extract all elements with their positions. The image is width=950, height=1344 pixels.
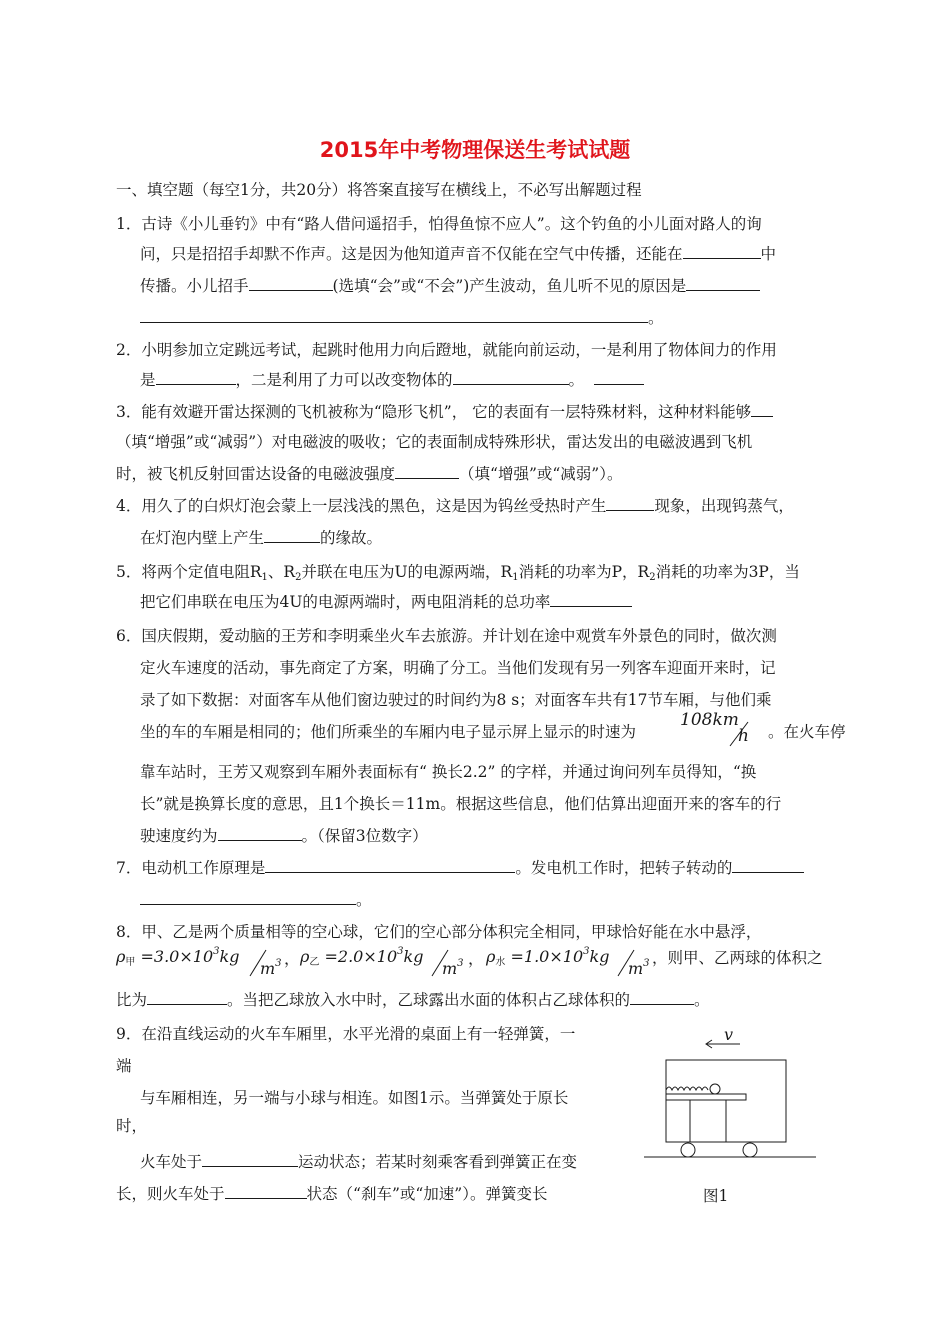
q2-blank1[interactable] (156, 370, 236, 385)
q9-line2: 端 (116, 1057, 132, 1075)
page-title: 2015年中考物理保送生考试试题 (319, 138, 631, 162)
q1-blank3[interactable] (686, 276, 760, 291)
q3-line2: （填“增强”或“减弱”）对电磁波的吸收；它的表面制成特殊形状，雷达发出的电磁波遇到飞机 (116, 433, 753, 451)
q8-blank1[interactable] (147, 990, 227, 1005)
q5-line1: 5．将两个定值电阻$R_1$、$R_2$并联在电压为U的电源两端，$R_1$消耗的功率为P，$R_2$消耗的功率为3P，当 (116, 563, 800, 583)
q4-blank1[interactable] (606, 496, 654, 511)
q6-line3: 录了如下数据：对面客车从他们窗边驶过的时间约为8 s；对面客车共有17节车厢，与他们乘 (140, 691, 772, 709)
q9-line3: 与车厢相连，另一端与小球与相连。如图1示。当弹簧处于原长 (140, 1089, 569, 1107)
q1-line2: 问，只是招招手却默不作声。这是因为他知道声音不仅能在空气中传播，还能在 中 (140, 245, 777, 263)
velocity-label: v (724, 1030, 734, 1044)
q1-line4: 。 (140, 308, 664, 328)
q6-line4: 坐的车的车厢是相同的；他们所乘坐的车厢内电子显示屏上显示的时速为 (140, 723, 637, 741)
q1-line1: 1．古诗《小儿垂钓》中有“路人借问遥招手，怕得鱼惊不应人”。这个钓鱼的小儿面对路人的询 (116, 215, 762, 233)
q2-blank3[interactable] (594, 370, 644, 385)
q1-blank3-cont[interactable] (140, 308, 648, 323)
q3-blank2[interactable] (395, 464, 459, 479)
q9-line1: 9．在沿直线运动的火车车厢里，水平光滑的桌面上有一轻弹簧，一 (116, 1025, 576, 1043)
q2-line1: 2．小明参加立定跳远考试，起跳时他用力向后蹬地，就能向前运动，一是利用了物体间力的作用 (116, 341, 777, 359)
figure-caption: 图1 (703, 1187, 729, 1205)
q7-line1: 7．电动机工作原理是 。发电机工作时，把转子转动的 (116, 858, 804, 878)
section-heading: 一、填空题（每空1分，共20分）将答案直接写在横线上，不必写出解题过程 (116, 181, 642, 199)
q9-line4: 时， (116, 1117, 148, 1135)
spring (666, 1087, 708, 1090)
q8-line1: 8．甲、乙是两个质量相等的空心球，它们的空心部分体积完全相同，甲球恰好能在水中悬浮， (116, 923, 762, 941)
q5-line2: 把它们串联在电压为4U的电源两端时，两电阻消耗的总功率 (140, 592, 632, 612)
q6-line4-tail: 。在火车停 (768, 723, 846, 741)
q3-blank1[interactable] (751, 402, 773, 417)
q1-line3: 传播。小儿招手 (选填“会”或“不会”)产生波动，鱼儿听不见的原因是 (140, 276, 760, 296)
q8-blank2[interactable] (630, 990, 694, 1005)
q9-blank2[interactable] (225, 1184, 307, 1199)
q5-blank1[interactable] (550, 592, 632, 607)
density-formulas: $\rho_甲 =3.0\times 10^3kg$ $m^3$ ， $\rho_乙 =2.0\times 10^3kg$ $m^3$ ， $\rho_水 =1.0\times 10^3kg$ $m^3$ ，则甲、乙两球的体积之 (116, 946, 823, 978)
q4-line1: 4．用久了的白炽灯泡会蒙上一层浅浅的黑色，这是因为钨丝受热时产生 现象，出现钨蒸气， (116, 497, 794, 515)
train-car-figure (640, 1030, 820, 1170)
table-top (666, 1094, 746, 1100)
q3-line1: 3．能有效避开雷达探测的飞机被称为“隐形飞机”， 它的表面有一层特殊材料，这种材料能够 (116, 402, 773, 422)
q4-line2: 在灯泡内壁上产生 的缘故。 (140, 529, 383, 547)
q6-line1: 6．国庆假期，爱动脑的王芳和李明乘坐火车去旅游。并计划在途中观赏车外景色的同时，做次测 (116, 627, 777, 645)
q6-line6: 长”就是换算长度的意思，且1个换长＝11m。根据这些信息，他们估算出迎面开来的客车的行 (140, 795, 782, 813)
q7-blank2-cont[interactable] (140, 890, 356, 905)
q2-line2: 是 ，二是利用了力可以改变物体的 。 (140, 370, 644, 390)
wheel-right (743, 1143, 757, 1157)
q9-line5: 火车处于 运动状态；若某时刻乘客看到弹簧正在变 (140, 1153, 578, 1171)
q1-blank1[interactable] (683, 244, 761, 259)
q9-blank1[interactable] (202, 1152, 298, 1167)
q7-line2: 。 (140, 890, 372, 910)
q3-line3: 时，被飞机反射回雷达设备的电磁波强度 （填“增强”或“减弱”）。 (116, 465, 623, 483)
q4-blank2[interactable] (264, 528, 320, 543)
q6-line2: 定火车速度的活动，事先商定了方案，明确了分工。当他们发现有另一列客车迎面开来时，记 (140, 659, 776, 677)
q7-blank1[interactable] (265, 858, 515, 873)
q9-line6: 长，则火车处于 状态（“刹车”或“加速”）。弹簧变长 (116, 1185, 548, 1203)
q6-line7: 驶速度约为 。（保留3位数字） (140, 827, 428, 845)
q6-line5: 靠车站时，王芳又观察到车厢外表面标有“ 换长2.2” 的字样，并通过询问列车员得知，“换 (140, 763, 757, 781)
ball (710, 1084, 720, 1094)
wheel-left (681, 1143, 695, 1157)
q8-line3: 比为 。当把乙球放入水中时，乙球露出水面的体积占乙球体积的 。 (116, 991, 710, 1009)
q1-blank2[interactable] (249, 276, 333, 291)
q2-blank2[interactable] (453, 370, 569, 385)
q7-blank2[interactable] (732, 858, 804, 873)
q6-blank1[interactable] (218, 826, 302, 841)
speed-formula: 108km h (680, 710, 770, 748)
